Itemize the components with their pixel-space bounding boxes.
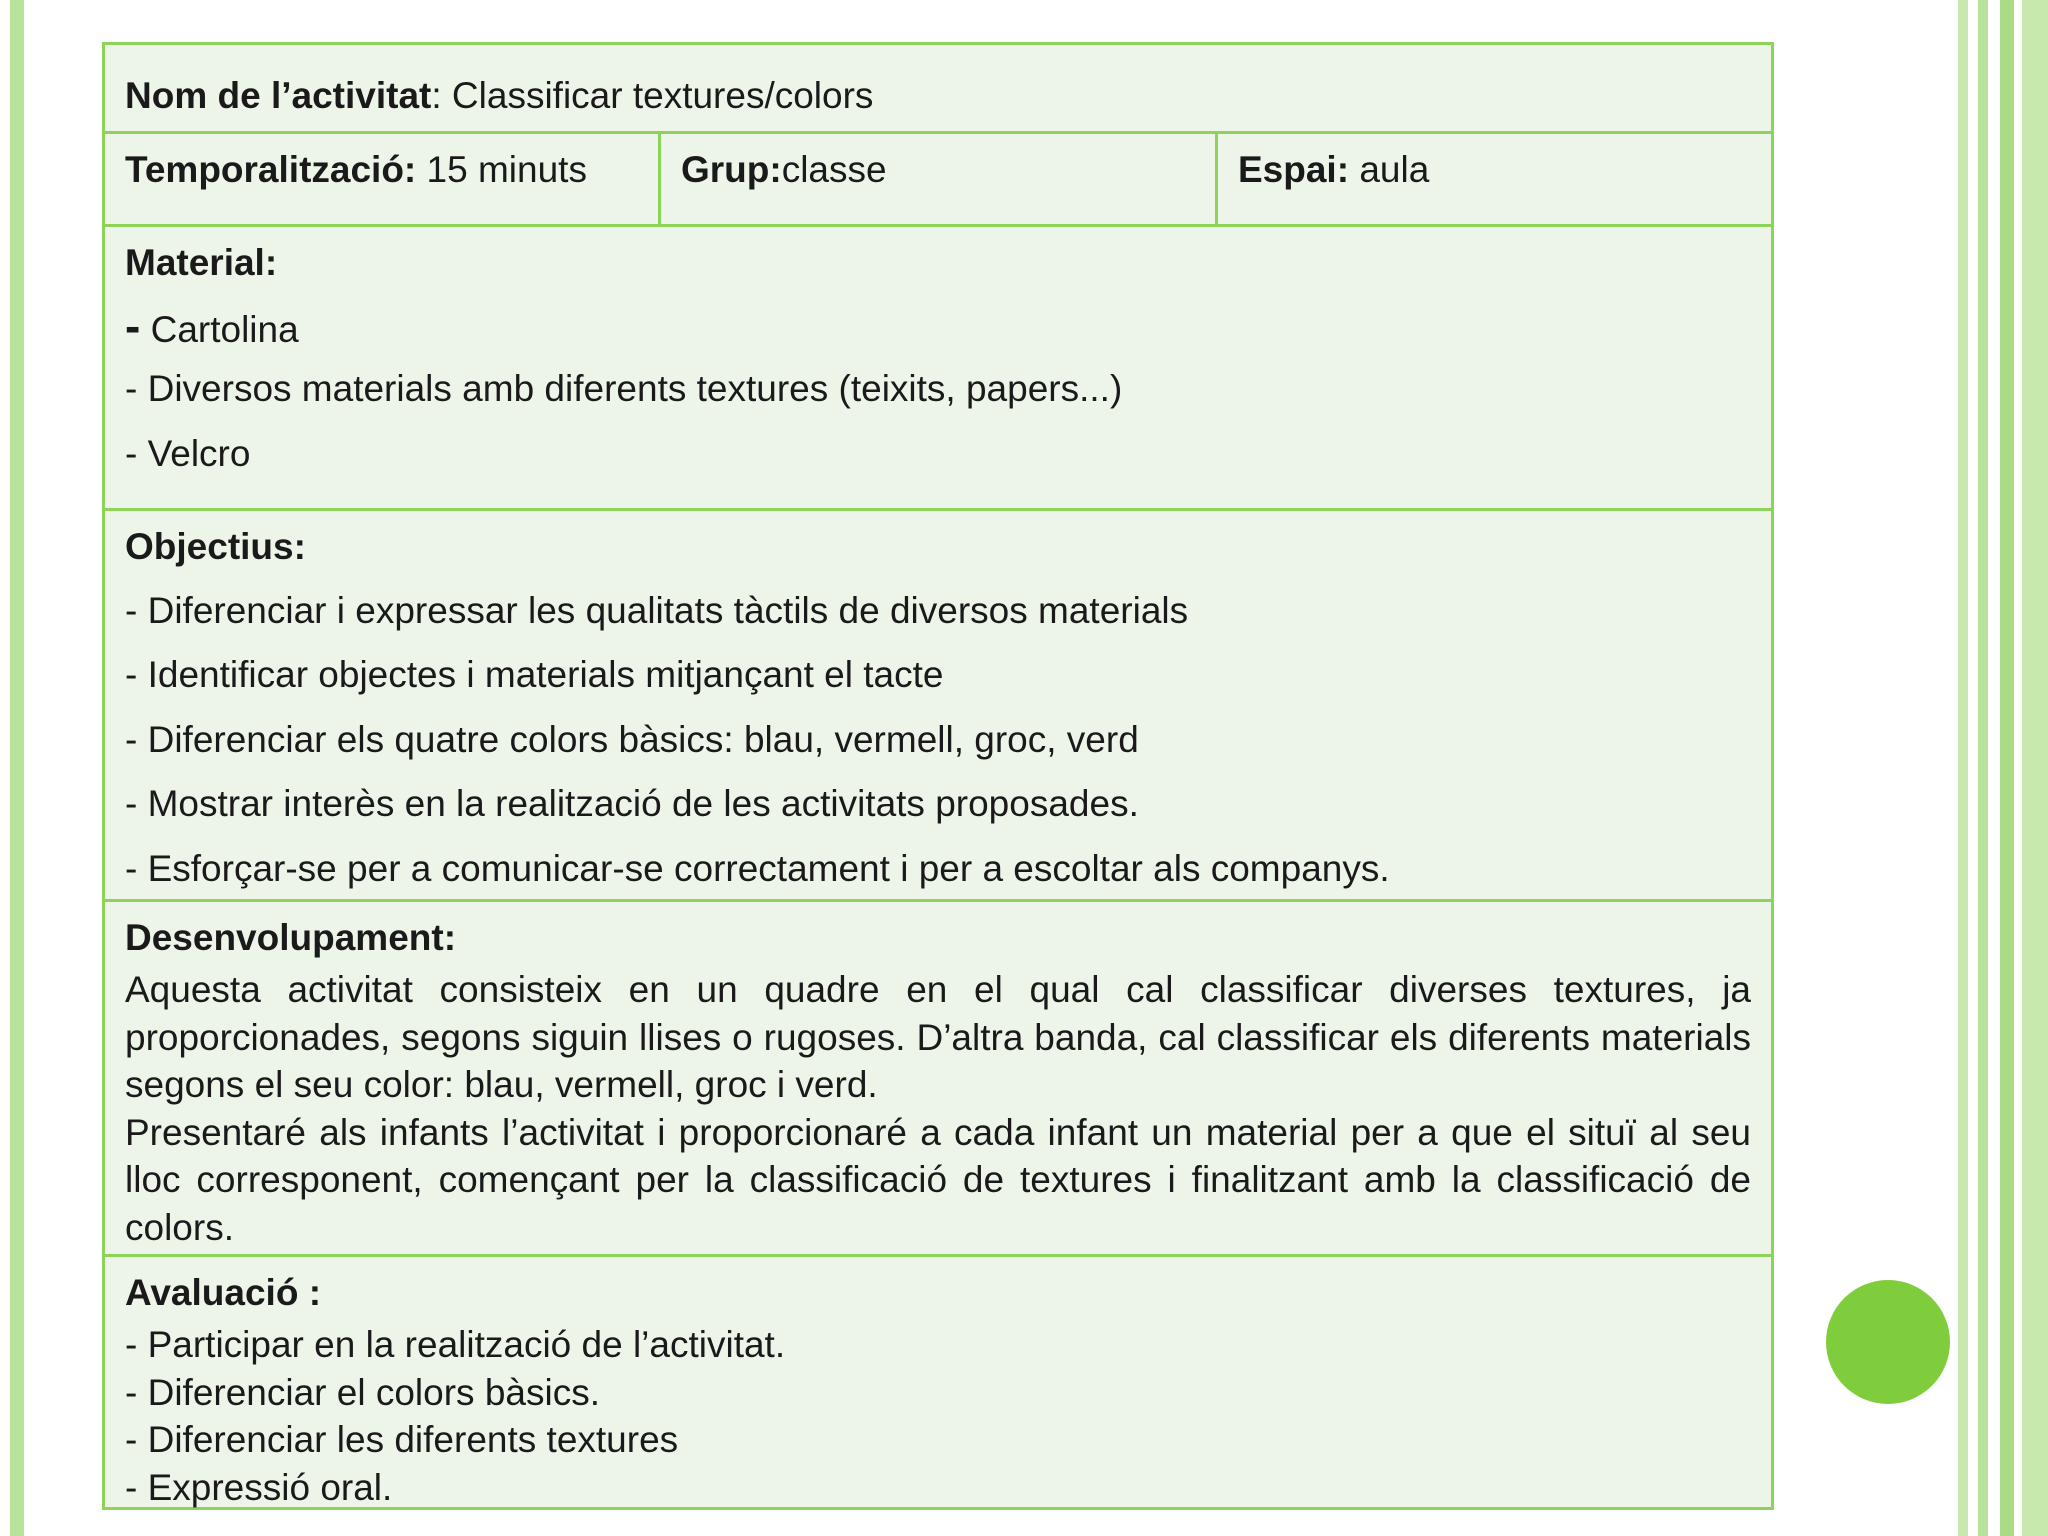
- material-item: [125, 367, 1122, 411]
- development-heading: Desenvolupament:: [125, 917, 457, 958]
- objective-item: - Diferenciar els quatre colors bàsics: blau, vermell, groc, verd: [125, 719, 1139, 760]
- activity-name: [125, 74, 873, 118]
- space-label: Espai:: [1238, 149, 1350, 190]
- development-paragraph: Presentaré als infants l’activitat i proporcionaré a cada infant un material per a que el situï al seu lloc corresponent, començant per la classificació de textures i finalitzant amb la classificació de colors.: [125, 1111, 1751, 1248]
- material-item-text: Diversos materials amb diferents textures (teixits, papers...): [137, 368, 1123, 409]
- evaluation-item: - Expressió oral.: [125, 1466, 393, 1508]
- space-value: aula: [1349, 149, 1430, 190]
- objectives-heading: Objectius:: [125, 526, 306, 567]
- evaluation-heading: Avaluació :: [125, 1272, 322, 1313]
- material-item-text: Velcro: [137, 433, 251, 474]
- left-decorative-stripe: [10, 0, 24, 1536]
- material-item-dash: -: [125, 368, 138, 409]
- time-value: 15 minuts: [416, 149, 587, 190]
- objectives-section: [105, 511, 1771, 902]
- objective-item: - Mostrar interès en la realització de les activitats proposades.: [125, 783, 1139, 824]
- development-section: [105, 902, 1771, 1257]
- evaluation-section: [105, 1257, 1771, 1507]
- right-decorative-stripe: [1958, 0, 1968, 1536]
- right-decorative-stripe: [2000, 0, 2014, 1536]
- objective-item: - Diferenciar i expressar les qualitats tàctils de diversos materials: [125, 590, 1189, 631]
- material-item-text: Cartolina: [140, 309, 299, 350]
- material-heading: Material:: [125, 242, 278, 283]
- time-cell: [105, 134, 661, 224]
- objective-item: - Identificar objectes i materials mitjançant el tacte: [125, 654, 944, 695]
- group-value: classe: [781, 149, 887, 190]
- evaluation-list: [125, 1321, 785, 1511]
- right-decorative-stripe: [1978, 0, 1988, 1536]
- development-paragraph: Aquesta activitat consisteix en un quadre en el qual cal classificar diverses textures, ja proporcionades, segons siguin llises o rugoses. D’altra banda, cal classificar els diferents materials segons el seu color: blau, vermell, groc i verd.: [125, 969, 1751, 1105]
- right-decorative-stripe: [2022, 0, 2048, 1536]
- time-label: Temporalització:: [125, 149, 417, 190]
- evaluation-item: - Diferenciar les diferents textures: [125, 1419, 679, 1460]
- group-cell: [661, 134, 1218, 224]
- material-item-dash: -: [125, 433, 138, 474]
- activity-card: [102, 42, 1774, 1510]
- evaluation-item: - Diferenciar el colors bàsics.: [125, 1371, 600, 1413]
- material-item-dash: -: [125, 300, 141, 352]
- material-item: [125, 432, 250, 476]
- activity-name-value: Classificar textures/colors: [451, 75, 874, 116]
- activity-name-separator: :: [431, 75, 452, 116]
- material-item: [125, 299, 299, 354]
- evaluation-item: - Participar en la realització de l’activitat.: [125, 1324, 786, 1365]
- activity-name-label: Nom de l’activitat: [125, 75, 432, 116]
- activity-meta-row: [105, 134, 1771, 227]
- group-label: Grup:: [681, 149, 782, 190]
- activity-name-row: [105, 45, 1771, 134]
- material-section: [105, 227, 1771, 511]
- space-cell: [1218, 134, 1771, 224]
- development-body: [125, 966, 1751, 1251]
- objective-item: - Esforçar-se per a comunicar-se correctament i per a escoltar als companys.: [125, 848, 1390, 889]
- decorative-circle: [1826, 1280, 1950, 1404]
